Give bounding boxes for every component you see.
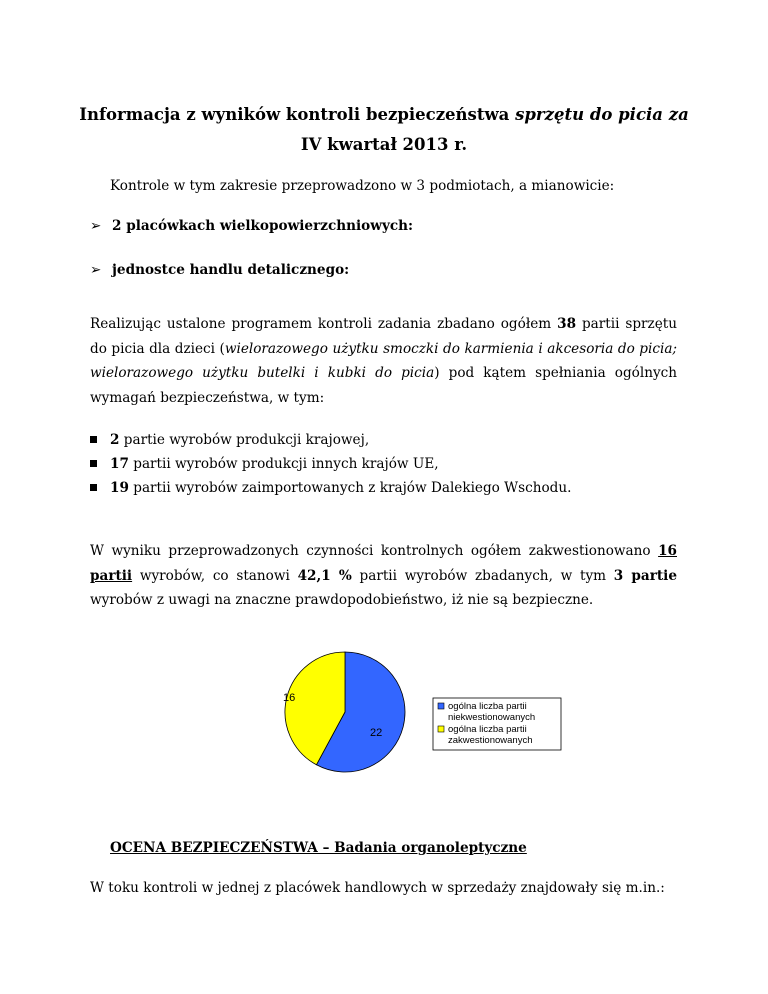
item-text: partii wyrobów zaimportowanych z krajów Dalekiego Wschodu. — [128, 480, 572, 496]
pie-chart — [270, 650, 570, 775]
text-run: partii wyrobów zbadanych, w tym — [351, 567, 614, 584]
questioned-percent: 42,1 % — [297, 567, 352, 584]
location-item — [90, 262, 349, 278]
data-label-niekwestionowanych: 22 — [370, 727, 383, 739]
paragraph-scope — [90, 312, 677, 410]
total-count: 38 — [557, 316, 577, 332]
unsafe-count: 3 partie — [613, 567, 677, 584]
item-text: partii wyrobów produkcji innych krajów UE, — [128, 456, 439, 472]
item-count: 2 — [110, 432, 120, 448]
paragraph-findings: W toku kontroli w jednej z placówek handlowych w sprzedaży znajdowały się m.in.: — [90, 880, 665, 896]
legend-label: niekwestionowanych — [448, 712, 536, 723]
item-text: partie wyrobów produkcji krajowej, — [119, 432, 370, 448]
square-bullet-icon — [90, 436, 97, 443]
item-count: 17 — [110, 456, 129, 472]
text-run: wyrobów, co stanowi — [132, 567, 298, 584]
legend-label: zakwestionowanych — [448, 735, 533, 746]
square-bullet-icon — [90, 460, 97, 467]
list-item — [90, 428, 571, 452]
arrow-bullet-icon: ➢ — [90, 218, 102, 234]
product-scope: wielorazowego użytku smoczki do karmienia i akcesoria do picia; wielorazowego użytku butelki i kubki do picia — [90, 340, 677, 381]
list-item — [90, 476, 571, 500]
text-run: partii sprzętu do picia dla dzieci ( — [90, 316, 677, 357]
location-item — [90, 218, 413, 234]
section-heading: OCENA BEZPIECZEŃSTWA – Badania organoleptyczne — [110, 840, 527, 856]
intro-text: Kontrole w tym zakresie przeprowadzono w 3 podmiotach, a mianowicie: — [110, 178, 615, 194]
title-line-2: IV kwartał 2013 r. — [300, 135, 468, 154]
title-text: Informacja z wyników kontroli bezpieczeństwa — [79, 105, 516, 124]
origin-list — [90, 428, 571, 500]
title-line-1 — [60, 100, 708, 130]
pie-slices — [285, 652, 405, 772]
document-title — [60, 100, 708, 160]
legend-label: ogólna liczba partii — [448, 701, 527, 712]
questioned-count: 16 partii — [90, 543, 677, 584]
location-label: jednostce handlu detalicznego: — [112, 262, 350, 278]
legend-swatch-zakwestionowanych — [438, 726, 444, 732]
arrow-bullet-icon: ➢ — [90, 262, 102, 278]
location-label: 2 placówkach wielkopowierzchniowych: — [112, 218, 414, 234]
text-run: ) pod kątem spełniania ogólnych wymagań bezpieczeństwa, w tym: — [90, 365, 677, 406]
legend-swatch-niekwestionowanych — [438, 703, 444, 709]
item-count: 19 — [110, 480, 129, 496]
text-run: wyrobów z uwagi na znaczne prawdopodobieństwo, iż nie są bezpieczne. — [90, 592, 594, 608]
legend-label: ogólna liczba partii — [448, 724, 527, 735]
list-item — [90, 452, 571, 476]
data-label-zakwestionowanych: 16 — [283, 692, 296, 704]
title-italic: sprzętu do picia za — [515, 105, 689, 124]
text-run: Realizując ustalone programem kontroli zadania zbadano ogółem — [90, 316, 558, 332]
text-run: W wyniku przeprowadzonych czynności kontrolnych ogółem zakwestionowano — [90, 543, 659, 559]
square-bullet-icon — [90, 484, 97, 491]
paragraph-results — [90, 539, 677, 613]
